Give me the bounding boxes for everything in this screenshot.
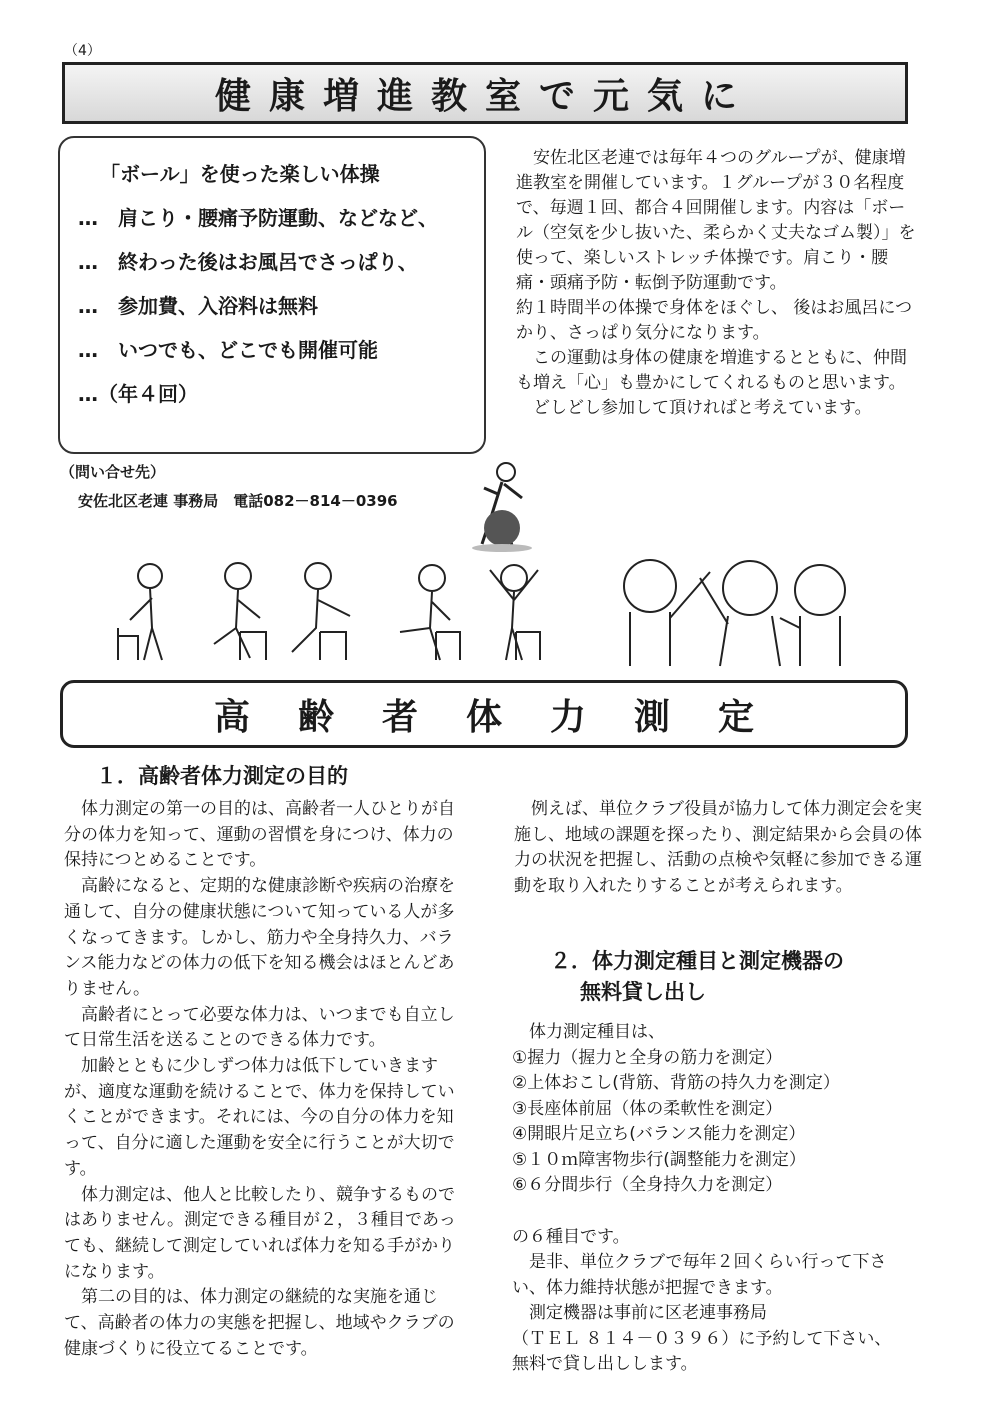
- item: ⑤１０ｍ障害物歩行(調整能力を測定）: [512, 1149, 806, 1170]
- item: ④開眼片足立ち(バランス能力を測定）: [512, 1124, 806, 1144]
- paragraph: 約１時間半の体操で身体をほぐし、 後はお風呂につかり、さっぱり気分になります。: [516, 298, 913, 343]
- box-line: … 終わった後はお風呂でさっぱり、: [78, 250, 418, 274]
- box-line: …（年４回）: [78, 382, 198, 406]
- item: ⑥６分間歩行（全身持久力を測定）: [512, 1175, 783, 1195]
- paragraph: 高齢になると、定期的な健康診断や疾病の治療を通して、自分の健康状態について知っている人が多くなってきます。しかし、筋力や全身持久力、バランス能力などの体力の低下を知る機会はほとんどありません。: [64, 876, 455, 999]
- feature-box: [58, 136, 486, 454]
- closing-text: 測定機器は事前に区老連事務局: [512, 1303, 767, 1323]
- item: ②上体おこし(背筋、背筋の持久力を測定）: [512, 1073, 840, 1093]
- example-body: [514, 797, 922, 900]
- item: ③長座体前屈（体の柔軟性を測定）: [512, 1098, 783, 1119]
- section1-body: [516, 146, 916, 421]
- paragraph: この運動は身体の健康を増進するとともに、仲間も増え「心」も豊かにしてくれるものと思います。: [516, 348, 907, 393]
- exercise-figures-illustration: [110, 548, 880, 668]
- items-count: の６種目です。: [512, 1226, 630, 1247]
- contact-label: （問い合せ先）: [60, 463, 166, 481]
- paragraph: 高齢者にとって必要な体力は、いつまでも自立して日常生活を送ることのできる体力です。: [64, 1004, 455, 1051]
- section2-title: 高齢者体力測定: [213, 696, 802, 738]
- heading-purpose: １．高齢者体力測定の目的: [96, 764, 348, 788]
- heading-items-line2: 無料貸し出し: [580, 980, 706, 1004]
- paragraph: 体力測定は、他人と比較したり、競争するものではありません。測定できる種目が２，３種目であっても、継続して測定していれば体力を知る手がかりになります。: [64, 1184, 456, 1282]
- items-intro: 体力測定種目は、: [512, 1022, 665, 1042]
- paragraph: 例えば、単位クラブ役員が協力して体力測定会を実施し、地域の課題を探ったり、測定結果から会員の体力の状況を把握し、活動の点検や気軽に参加できる運動を取り入れたりすることが考えられます。: [514, 799, 922, 897]
- ball-exercise-illustration: [462, 454, 538, 554]
- closing-text: 無料で貸し出しします。: [512, 1354, 698, 1374]
- closing-text: （ＴＥＬ ８１４－０３９６）に予約して下さい、: [512, 1328, 892, 1349]
- paragraph: 体力測定の第一の目的は、高齢者一人ひとりが自分の体力を知って、運動の習慣を身につけ、体力の保持につとめることです。: [64, 799, 455, 871]
- box-line: … いつでも、どこでも開催可能: [78, 338, 378, 362]
- heading-items: [550, 946, 844, 1008]
- item: ①握力（握力と全身の筋力を測定）: [512, 1047, 783, 1068]
- heading-items-line1: ２．体力測定種目と測定機器の: [550, 949, 844, 973]
- box-line: 「ボール」を使った楽しい体操: [100, 162, 380, 186]
- contact-block: [60, 458, 398, 516]
- paragraph: どしどし参加して頂ければと考えています。: [516, 398, 872, 418]
- box-line: … 参加費、入浴料は無料: [78, 294, 318, 318]
- paragraph: 加齢とともに少しずつ体力は低下していきますが、適度な運動を続けることで、体力を保持していくことができます。それには、今の自分の体力を知って、自分に適した運動を安全に行うことが大切です。: [64, 1056, 455, 1179]
- section1-title-banner: [62, 62, 908, 124]
- closing-text: 是非、単位クラブで毎年２回くらい行って下さい、体力維持状態が把握できます。: [512, 1252, 887, 1298]
- section1-title: 健康増進教室で元気に: [214, 75, 755, 117]
- contact-info: 安佐北区老連 事務局 電話082－814－0396: [78, 492, 398, 510]
- box-line: … 肩こり・腰痛予防運動、などなど、: [78, 206, 438, 230]
- purpose-body: [64, 797, 464, 1362]
- paragraph: 第二の目的は、体力測定の継続的な実施を通じて、高齢者の体力の実態を把握し、地域やクラブの健康づくりに役立てることです。: [64, 1287, 455, 1359]
- section2-title-banner: [60, 680, 908, 748]
- items-body: [512, 1020, 920, 1378]
- page-number: （4）: [64, 43, 101, 59]
- paragraph: 安佐北区老連では毎年４つのグループが、健康増進教室を開催しています。１グループが３０名程度で、毎週１回、都合４回開催します。内容は「ボール（空気を少し抜いた、柔らかく丈夫なゴム製）」を使って、楽しいストレッチ体操です。肩こり・腰痛・頭痛予防・転倒予防運動です。: [516, 148, 916, 293]
